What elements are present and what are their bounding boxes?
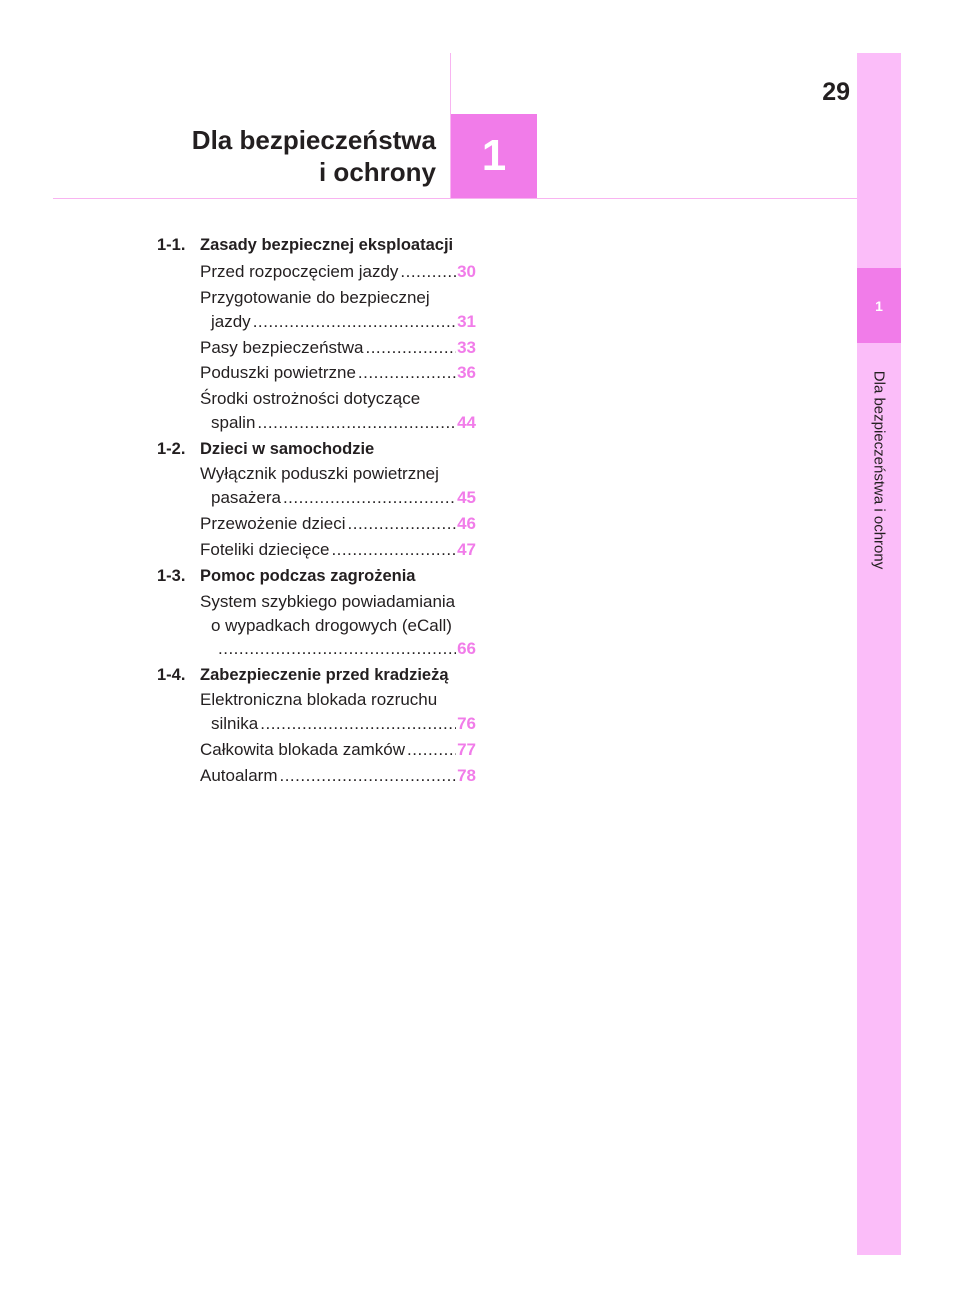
toc-leader-dots — [407, 740, 456, 760]
toc-section-number: 1-3. — [157, 567, 186, 585]
toc-page-link[interactable]: 66 — [457, 639, 476, 658]
toc-entry-text-line: Elektroniczna blokada rozruchu — [200, 690, 438, 709]
toc-leader-dots — [283, 488, 456, 508]
toc-entry-text: jazdy — [211, 312, 251, 331]
toc-entry-text: Przewożenie dzieci — [200, 514, 346, 533]
toc-entry[interactable] — [200, 338, 476, 358]
toc-section-1-3[interactable] — [157, 567, 415, 586]
toc-section-title: Pomoc podczas zagrożenia — [200, 567, 416, 585]
toc-entry-text: spalin — [211, 413, 256, 432]
toc-entry[interactable] — [216, 639, 476, 659]
side-tab-number: 1 — [875, 297, 883, 314]
toc-entry[interactable] — [211, 413, 476, 433]
toc-entry-text: silnika — [211, 714, 259, 733]
toc-page-link[interactable]: 78 — [457, 766, 476, 785]
toc-entry[interactable] — [200, 766, 476, 786]
toc-section-title: Zasady bezpiecznej eksploatacji — [200, 236, 454, 254]
toc-leader-dots — [218, 639, 456, 659]
toc-entry[interactable] — [200, 262, 476, 282]
toc-leader-dots — [260, 714, 456, 734]
side-tab-label: Dla bezpieczeństwa i ochrony — [870, 370, 888, 570]
header-divider-horizontal — [53, 198, 857, 199]
toc-entry-text-line: Przygotowanie do bezpiecznej — [200, 288, 430, 307]
chapter-title — [192, 124, 436, 188]
toc-page-link[interactable]: 45 — [457, 488, 476, 507]
toc-page-link[interactable]: 30 — [457, 262, 476, 281]
toc-section-title: Zabezpieczenie przed kradzieżą — [200, 666, 449, 684]
toc-entry-text: Poduszki powietrzne — [200, 363, 356, 382]
toc-page-link[interactable]: 76 — [457, 714, 476, 733]
toc-entry-text: Foteliki dziecięce — [200, 540, 330, 559]
toc-leader-dots — [257, 413, 456, 433]
toc-leader-dots — [365, 338, 456, 358]
chapter-number-box: 1 — [451, 114, 537, 198]
toc-entry-text-line: Wyłącznik poduszki powietrznej — [200, 464, 439, 483]
toc-section-title: Dzieci w samochodzie — [200, 440, 375, 458]
toc-entry[interactable] — [200, 363, 476, 383]
toc-entry-text-line: Środki ostrożności dotyczące — [200, 389, 421, 408]
toc-entry-text: Pasy bezpieczeństwa — [200, 338, 364, 357]
toc-section-number: 1-4. — [157, 666, 186, 684]
toc-entry[interactable] — [211, 488, 476, 508]
toc-entry-text: Przed rozpoczęciem jazdy — [200, 262, 399, 281]
toc-entry[interactable] — [200, 540, 476, 560]
toc-entry-text: pasażera — [211, 488, 281, 507]
page-number: 29 — [822, 78, 850, 106]
toc-leader-dots — [331, 540, 456, 560]
toc-leader-dots — [348, 514, 457, 534]
toc-leader-dots — [253, 312, 456, 332]
chapter-title-line1: Dla bezpieczeństwa — [191, 125, 436, 155]
toc-entry-text: Autoalarm — [200, 766, 278, 785]
toc-section-1-1[interactable] — [157, 236, 453, 255]
toc-page-link[interactable]: 47 — [457, 540, 476, 559]
toc-page-link[interactable]: 46 — [457, 514, 476, 533]
toc-entry[interactable] — [211, 312, 476, 332]
chapter-title-line2: i ochrony — [318, 157, 436, 187]
toc-entry-text: Całkowita blokada zamków — [200, 740, 406, 759]
toc-entry[interactable] — [211, 714, 476, 734]
toc-section-1-2[interactable] — [157, 440, 374, 459]
toc-entry-text-line: System szybkiego powiadamiania — [200, 592, 456, 611]
toc-section-1-4[interactable] — [157, 666, 449, 685]
side-tab-strip — [857, 53, 901, 1255]
toc-leader-dots — [400, 262, 456, 282]
toc-page-link[interactable]: 77 — [457, 740, 476, 759]
toc-entry-text-line: o wypadkach drogowych (eCall) — [211, 616, 452, 635]
toc-page-link[interactable]: 44 — [457, 413, 476, 432]
toc-leader-dots — [279, 766, 456, 786]
toc-section-number: 1-1. — [157, 236, 186, 254]
toc-entry[interactable] — [200, 514, 476, 534]
toc-leader-dots — [358, 363, 456, 383]
toc-entry[interactable] — [200, 740, 476, 760]
toc-page-link[interactable]: 33 — [457, 338, 476, 357]
toc-section-number: 1-2. — [157, 440, 186, 458]
toc-page-link[interactable]: 31 — [457, 312, 476, 331]
toc-page-link[interactable]: 36 — [457, 363, 476, 382]
